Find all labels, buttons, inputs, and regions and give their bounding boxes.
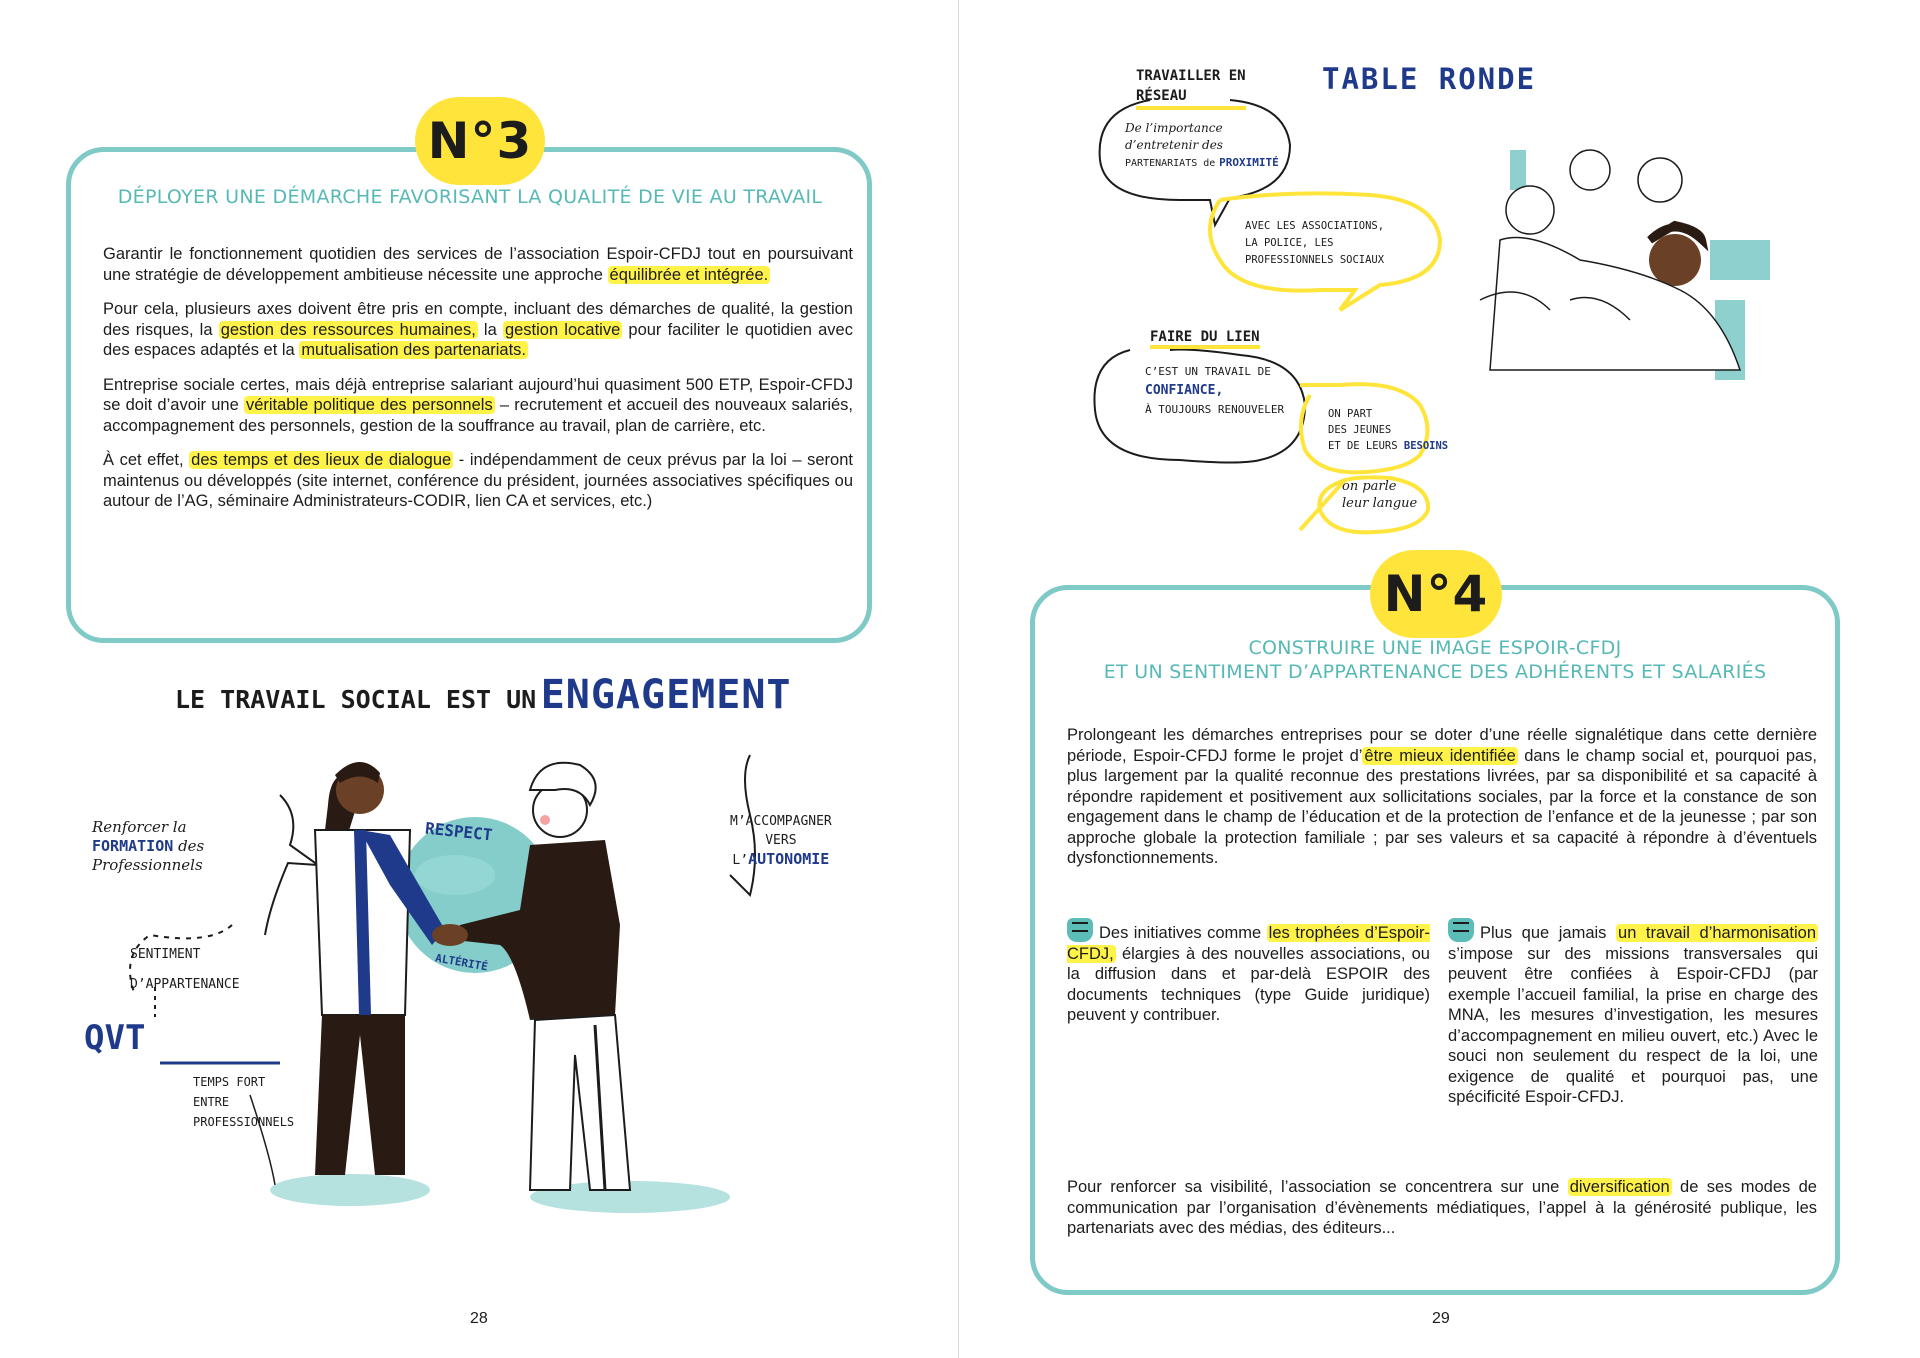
section-3-heading: DÉPLOYER UNE DÉMARCHE FAVORISANT LA QUALITÉ DE VIE AU TRAVAIL	[117, 186, 823, 208]
section-4-badge: N°4	[1370, 550, 1502, 638]
right-page	[960, 0, 1920, 1358]
paragraph: Garantir le fonctionnement quotidien des services de l’association Espoir-CFDJ tout en poursuivant une stratégie de développement ambitieuse nécessite une approche équilibrée et intégrée.	[103, 245, 853, 284]
bubble-confiance: C’EST UN TRAVAIL DE CONFIANCE, À TOUJOURS RENOUVELER	[1145, 365, 1285, 416]
section-3-body	[103, 244, 853, 526]
label-temps-fort: TEMPS FORT ENTRE PROFESSIONNELS	[193, 1075, 295, 1129]
illustration-title: LE TRAVAIL SOCIAL EST UN ENGAGEMENT	[175, 672, 792, 718]
left-page	[0, 0, 959, 1358]
bubble-travailler-label: TRAVAILLER EN RÉSEAU	[1136, 66, 1246, 110]
section-4-col-left: Des initiatives comme les trophées d’Espoir-CFDJ, élargies à des nouvelles associations, ou la diffusion dans et par-delà ESPOIR des documents techniques (type Guide juridique) peuvent y contribuer.	[1067, 918, 1430, 1026]
label-respect: RESPECT	[424, 818, 494, 845]
section-4-heading: CONSTRUIRE UNE IMAGE ESPOIR-CFDJ ET UN SENTIMENT D’APPARTENANCE DES ADHÉRENTS ET SALARIÉS	[1103, 637, 1767, 683]
paragraph: Pour cela, plusieurs axes doivent être pris en compte, incluant des démarches de qualité, la gestion des risques, la gestion des ressources humaines, la gestion locative pour faciliter le quotidien avec des espaces adaptés et la mutualisation des partenariats.	[103, 300, 853, 359]
fist-icon	[1448, 918, 1474, 942]
bubble-partenariats: De l’importance d’entretenir des PARTENARIATS de PROXIMITÉ	[1125, 121, 1279, 169]
bubble-faire-label: FAIRE DU LIEN	[1150, 328, 1260, 346]
fist-icon	[1067, 918, 1093, 942]
label-sentiment: SENTIMENT D’APPARTENANCE	[130, 947, 240, 992]
paragraph: Entreprise sociale certes, mais déjà entreprise salariant aujourd’hui quasiment 500 ETP, Espoir-CFDJ se doit d’avoir une véritable politique des personnels – recrutement et accueil des nouveaux salariés, accompagnement des personnels, gestion de la souffrance au travail, plan de carrière, etc.	[103, 375, 854, 435]
bubble-langue: on parle leur langue	[1342, 479, 1418, 511]
section-4-col-right: Plus que jamais un travail d’harmonisation s’impose sur des missions transversales qui peuvent être confiées à Espoir-CFDJ (par exemple l’accueil familial, la prise en charge des MNA, les mesures d’investigation, les mesures d’accompagnement en milieu ouvert, etc.) Avec le souci non seulement du respect de la loi, une exigence de qualité et pourquoi pas, une spécificité Espoir-CFDJ.	[1448, 918, 1818, 1108]
section-4-intro: Prolongeant les démarches entreprises pour se doter d’une réelle signalétique dans cette dernière période, Espoir-CFDJ forme le projet d’ être mieux identifiée dans le champ social et, pourquoi pas, plus largement par la qualité reconnue des prestations livrées, par sa disponibilité et sa capacité à répondre rapidement et positivement aux sollicitations sociales, par la force et la constance de son engagement dans le champ de l’éducation et de la protection de l’enfance et de la jeunesse ; par son approche globale la protection familiale ; par ses valeurs et sa capacité à répondre à d’éventuels dysfonctionnements.	[1067, 726, 1818, 867]
label-alterite: ALTÉRITÉ	[434, 951, 489, 974]
label-accompagner: M’ACCOMPAGNER VERS L’AUTONOMIE	[730, 814, 832, 868]
section-4-outro: Pour renforcer sa visibilité, l’association se concentrera sur une diversification de ses modes de communication par l’organisation d’évènements médiatiques, l’appel à la générosité publique, les partenariats avec des médias, des éditeurs...	[1067, 1178, 1817, 1237]
group-illustration	[1460, 130, 1840, 400]
bubble-besoins: ON PART DES JEUNES ET DE LEURS BESOINS	[1328, 408, 1449, 452]
page-number: 29	[1432, 1310, 1450, 1327]
bubble-associations: AVEC LES ASSOCIATIONS, LA POLICE, LES PROFESSIONNELS SOCIAUX	[1245, 220, 1385, 266]
label-renforcer: Renforcer la FORMATION des Professionnels	[92, 818, 205, 874]
label-qvt: QVT	[84, 1018, 146, 1058]
section-3-badge: N°3	[415, 97, 545, 185]
table-ronde-title: TABLE RONDE	[1322, 62, 1537, 96]
paragraph: À cet effet, des temps et des lieux de dialogue - indépendamment de ceux prévus par la loi – seront maintenus ou développés (site internet, conférence du président, journées associatives spécifiques ou autour de l’AG, séminaire Administrateurs-CODIR, lien CA et services, etc.)	[103, 451, 853, 510]
page-number: 28	[470, 1310, 488, 1327]
